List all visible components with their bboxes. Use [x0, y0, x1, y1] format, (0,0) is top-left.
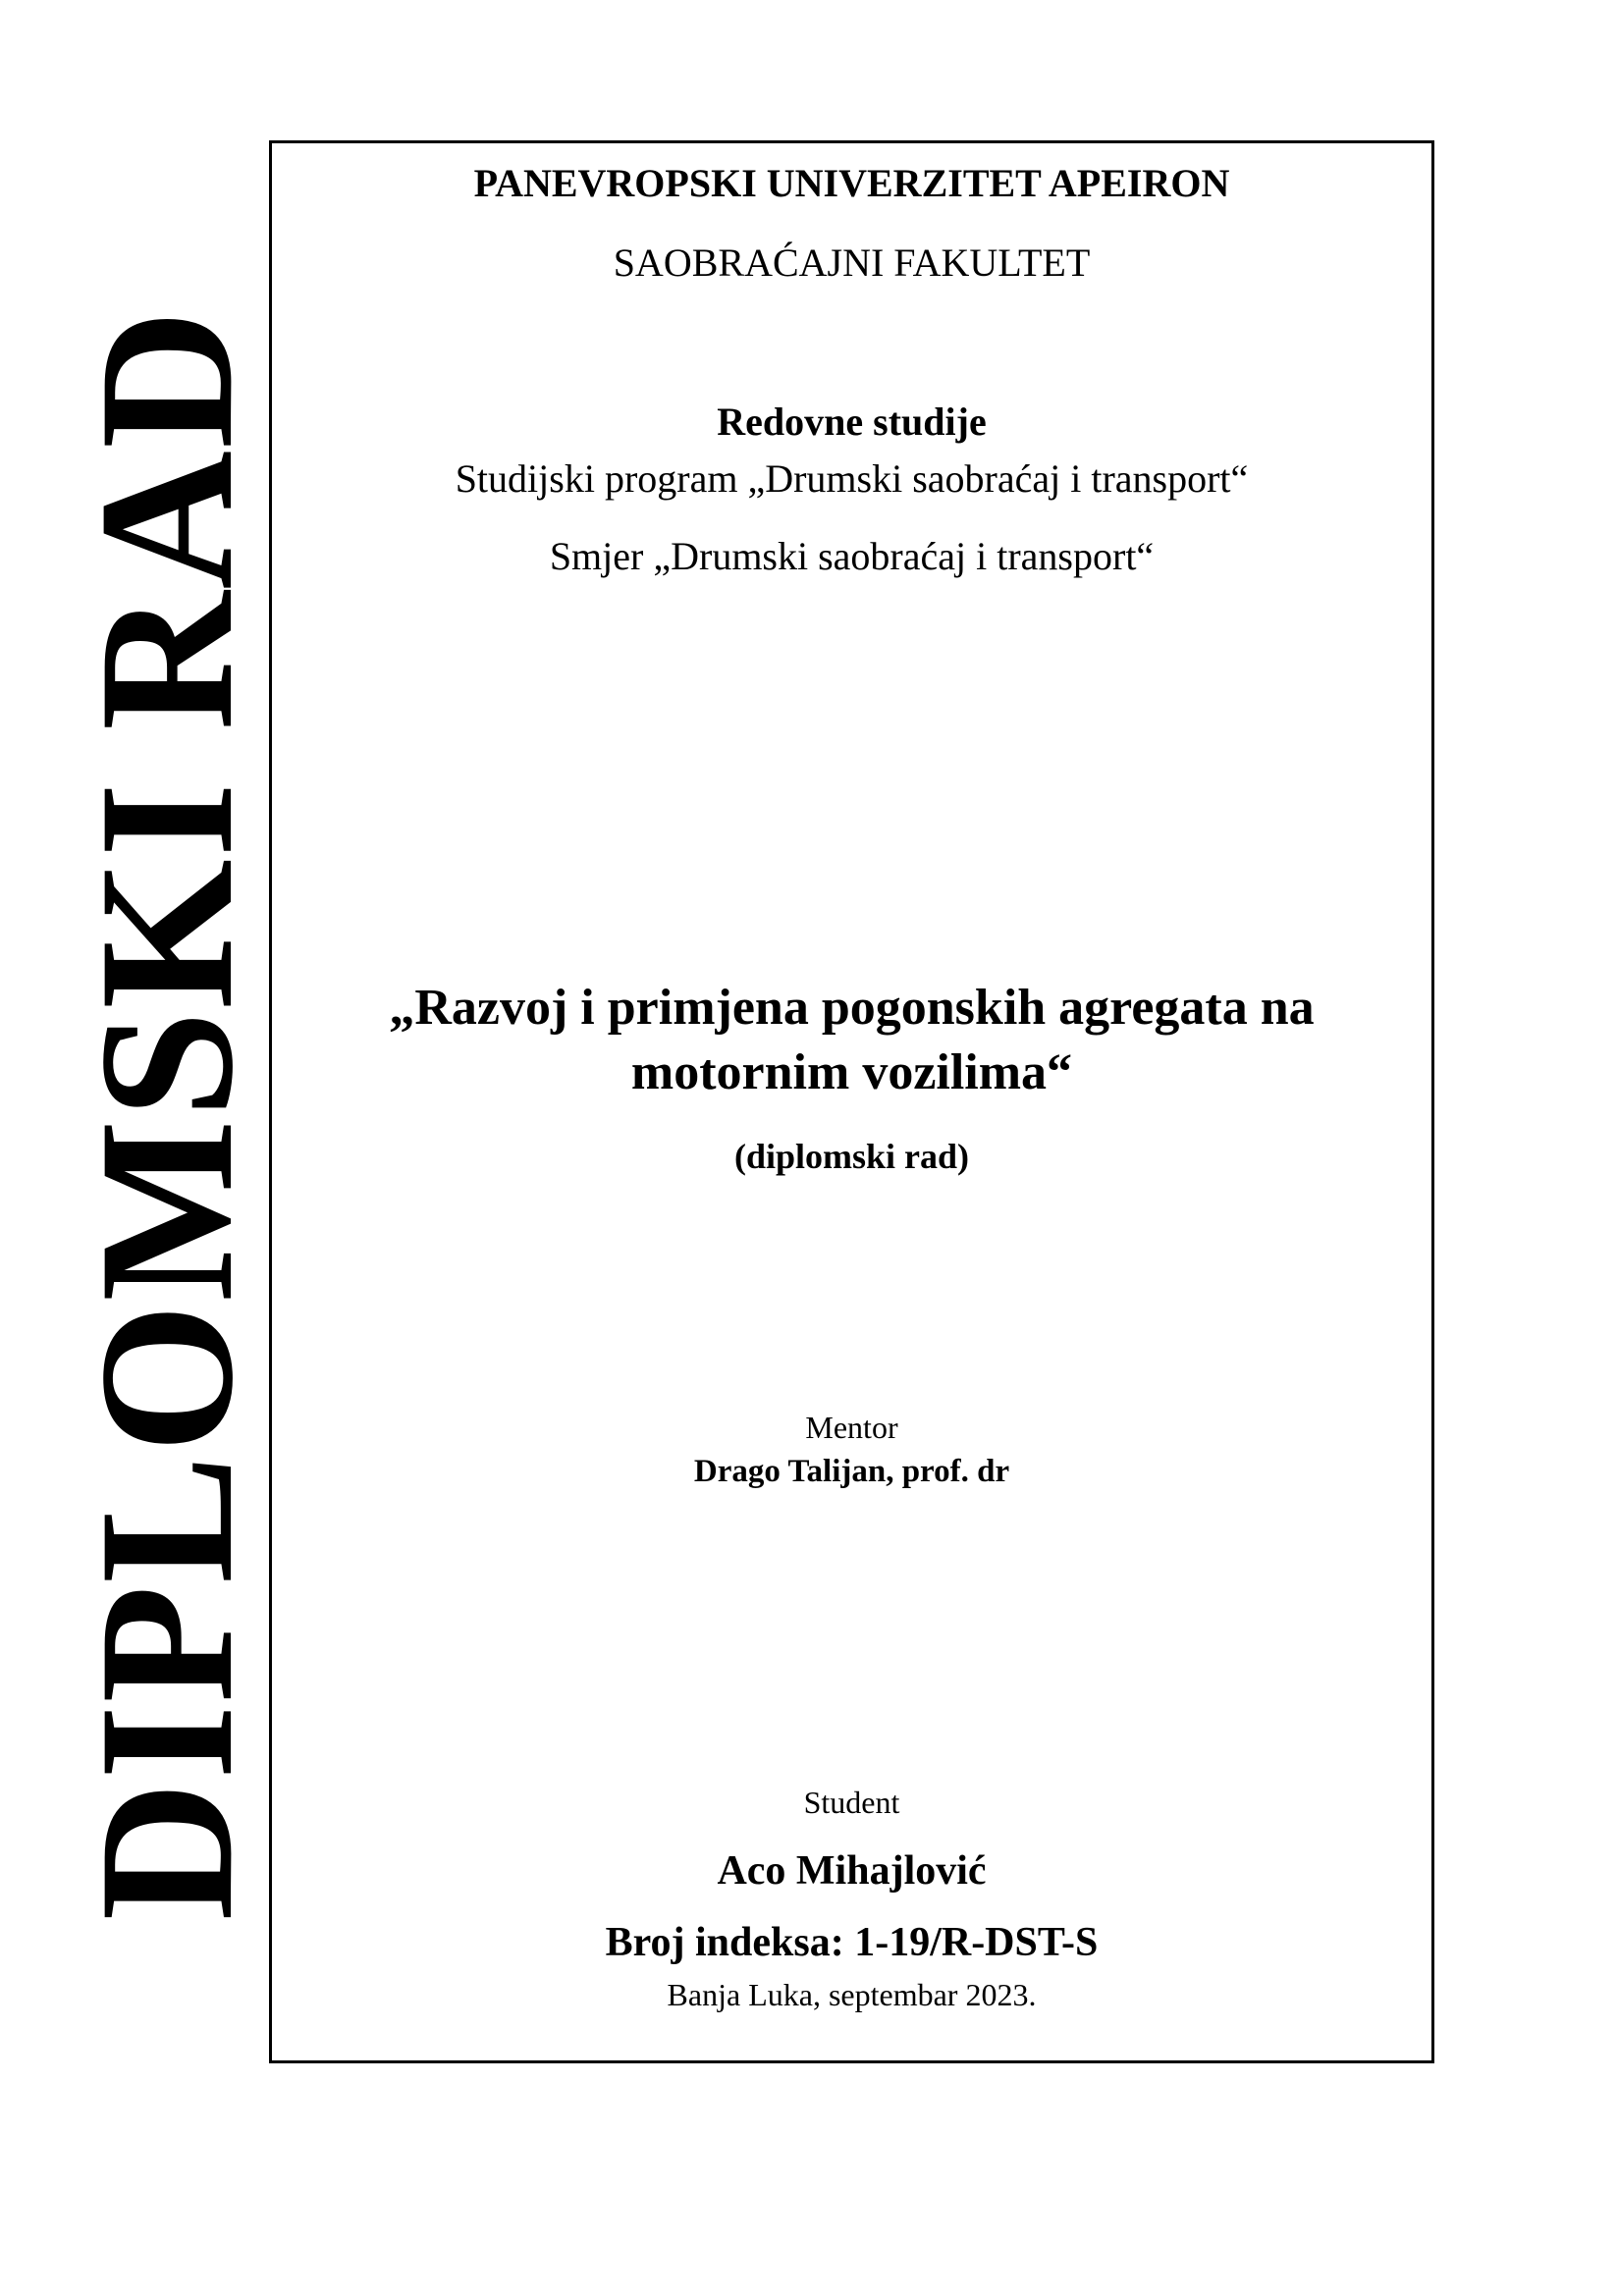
study-type: Redovne studije: [717, 400, 987, 444]
faculty-name: SAOBRAĆAJNI FAKULTET: [613, 240, 1091, 285]
spine-title-text: DIPLOMSKI RAD: [60, 307, 273, 1921]
spine-title: [60, 177, 273, 2052]
title-frame: [269, 140, 1434, 2063]
thesis-title: [272, 976, 1431, 1105]
mentor-name: Drago Talijan, prof. dr: [693, 1454, 1010, 1489]
mentor-label: Mentor: [805, 1410, 898, 1445]
place-date: Banja Luka, septembar 2023.: [667, 1977, 1037, 2012]
thesis-title-line-1: „Razvoj i primjena pogonskih agregata na: [389, 980, 1315, 1036]
student-label: Student: [803, 1785, 900, 1820]
thesis-type: (diplomski rad): [733, 1137, 970, 1176]
thesis-title-line-2: motornim vozilima“: [630, 1044, 1073, 1100]
study-program: Studijski program „Drumski saobraćaj i transport“: [455, 456, 1249, 501]
university-name: PANEVROPSKI UNIVERZITET APEIRON: [473, 161, 1230, 205]
index-number: Broj indeksa: 1-19/R-DST-S: [605, 1920, 1099, 1965]
study-direction: Smjer „Drumski saobraćaj i transport“: [549, 534, 1155, 578]
student-name: Aco Mihajlović: [717, 1848, 987, 1894]
